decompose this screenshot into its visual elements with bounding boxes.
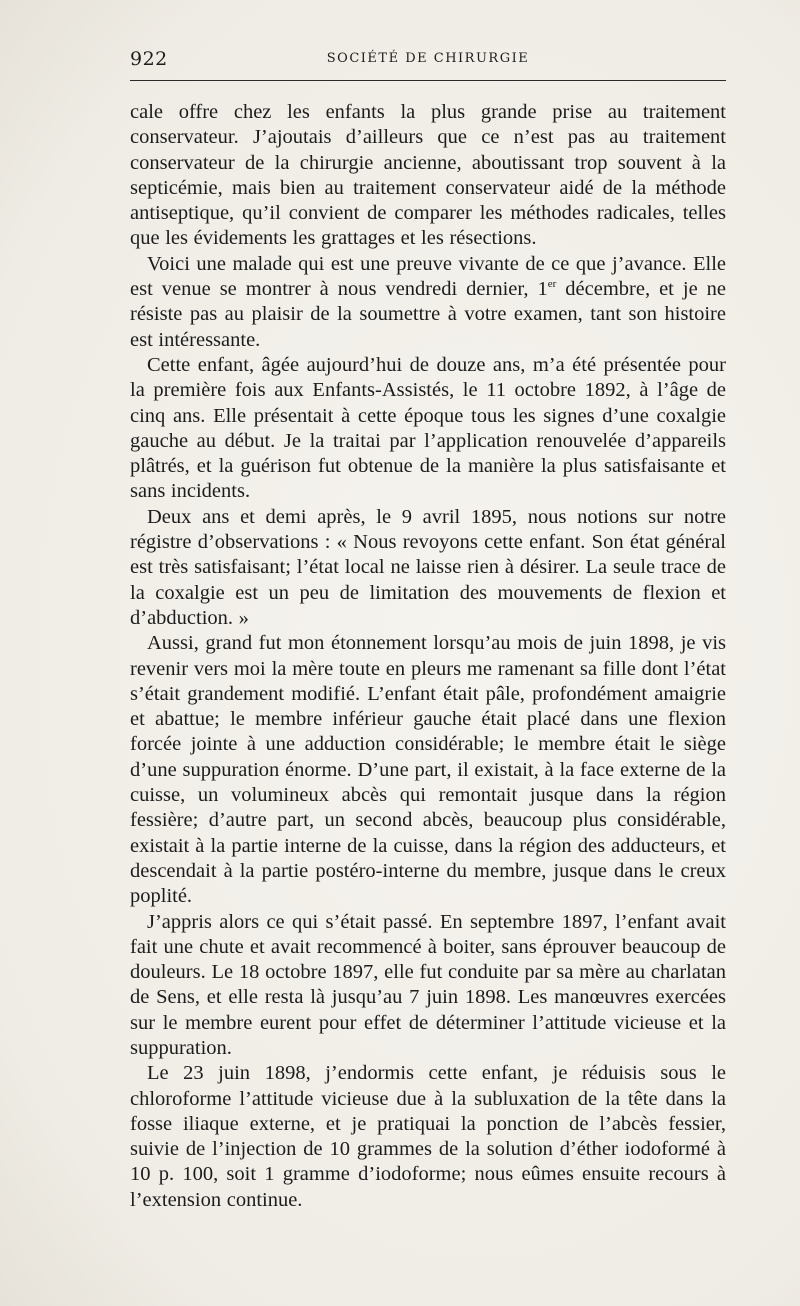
page-number: 922 <box>130 48 168 70</box>
paragraph: Deux ans et demi après, le 9 avril 1895, nous notions sur notre régistre d’observations : « Nous revoyons cette enfant. Son état général est très satisfaisant; l’état local ne laisse rien à désirer. La seule trace de la coxalgie est un peu de limitation des mouvements de flexion et d’abduction. » <box>130 505 726 629</box>
paragraph: Le 23 juin 1898, j’endormis cette enfant, je réduisis sous le chloroforme l’attitude vicieuse due à la subluxation de la tête dans la fosse iliaque externe, et je pratiquai la ponction de l’abcès fessier, suivie de l’injection de 10 grammes de la solution d’éther iodoformé à 10 p. 100, soit 1 gramme d’iodoforme; nous eûmes ensuite recours à l’extension continue. <box>130 1062 726 1211</box>
paragraph: Cette enfant, âgée aujourd’hui de douze ans, m’a été présentée pour la première fois aux Enfants-Assistés, le 11 octobre 1892, à l’âge de cinq ans. Elle présentait à cette époque tous les signes d’une coxalgie gauche au début. Je la traitai par l’application renouvelée d’appareils plâtrés, et la guérison fut obtenue de la manière la plus satisfaisante et sans incidents. <box>130 353 726 503</box>
header-rule <box>130 80 726 81</box>
running-title: SOCIÉTÉ DE CHIRURGIE <box>326 51 530 66</box>
body-text <box>130 100 726 1213</box>
ordinal-superscript: er <box>547 278 557 291</box>
paragraph: Aussi, grand fut mon étonnement lorsqu’au mois de juin 1898, je vis revenir vers moi la mère toute en pleurs me ramenant sa fille dont l’état s’était grandement modifié. L’enfant était pâle, profondément amaigrie et abattue; le membre inférieur gauche était placé dans une flexion forcée jointe à une adduction considérable; le membre était le siège d’une suppuration énorme. D’une part, il existait, à la face externe de la cuisse, un volumineux abcès qui remontait jusque dans la région fessière; d’autre part, un second abcès, beaucoup plus considérable, existait à la partie interne de la cuisse, dans la région des adducteurs, et descendait à la partie postéro-interne du membre, jusque dans le creux poplité. <box>130 632 726 908</box>
paragraph-text: Voici une malade qui est une preuve vivante de ce que j’avance. Elle est venue se montrer à nous vendredi dernier, 1 <box>130 252 726 301</box>
paragraph-text: décembre, et je ne résiste pas au plaisir de la soumettre à votre examen, tant son histoire est intéressante. <box>130 278 727 351</box>
paragraph: cale offre chez les enfants la plus grande prise au traitement conservateur. J’ajoutais d’ailleurs que ce n’est pas au traitement conservateur de la chirurgie ancienne, aboutissant trop souvent à la septicémie, mais bien au traitement conservateur aidé de la méthode antiseptique, qu’il convient de comparer les méthodes radicales, telles que les évidements les grattages et les résections. <box>130 101 726 250</box>
paragraph: J’appris alors ce qui s’était passé. En septembre 1897, l’enfant avait fait une chute et avait recommencé à boiter, sans éprouver beaucoup de douleurs. Le 18 octobre 1897, elle fut conduite par sa mère au charlatan de Sens, et elle resta là jusqu’au 7 juin 1898. Les manœuvres exercées sur le membre eurent pour effet de déterminer l’attitude vicieuse et la suppuration. <box>130 910 726 1059</box>
paragraph <box>130 252 726 353</box>
page-header <box>130 48 726 72</box>
